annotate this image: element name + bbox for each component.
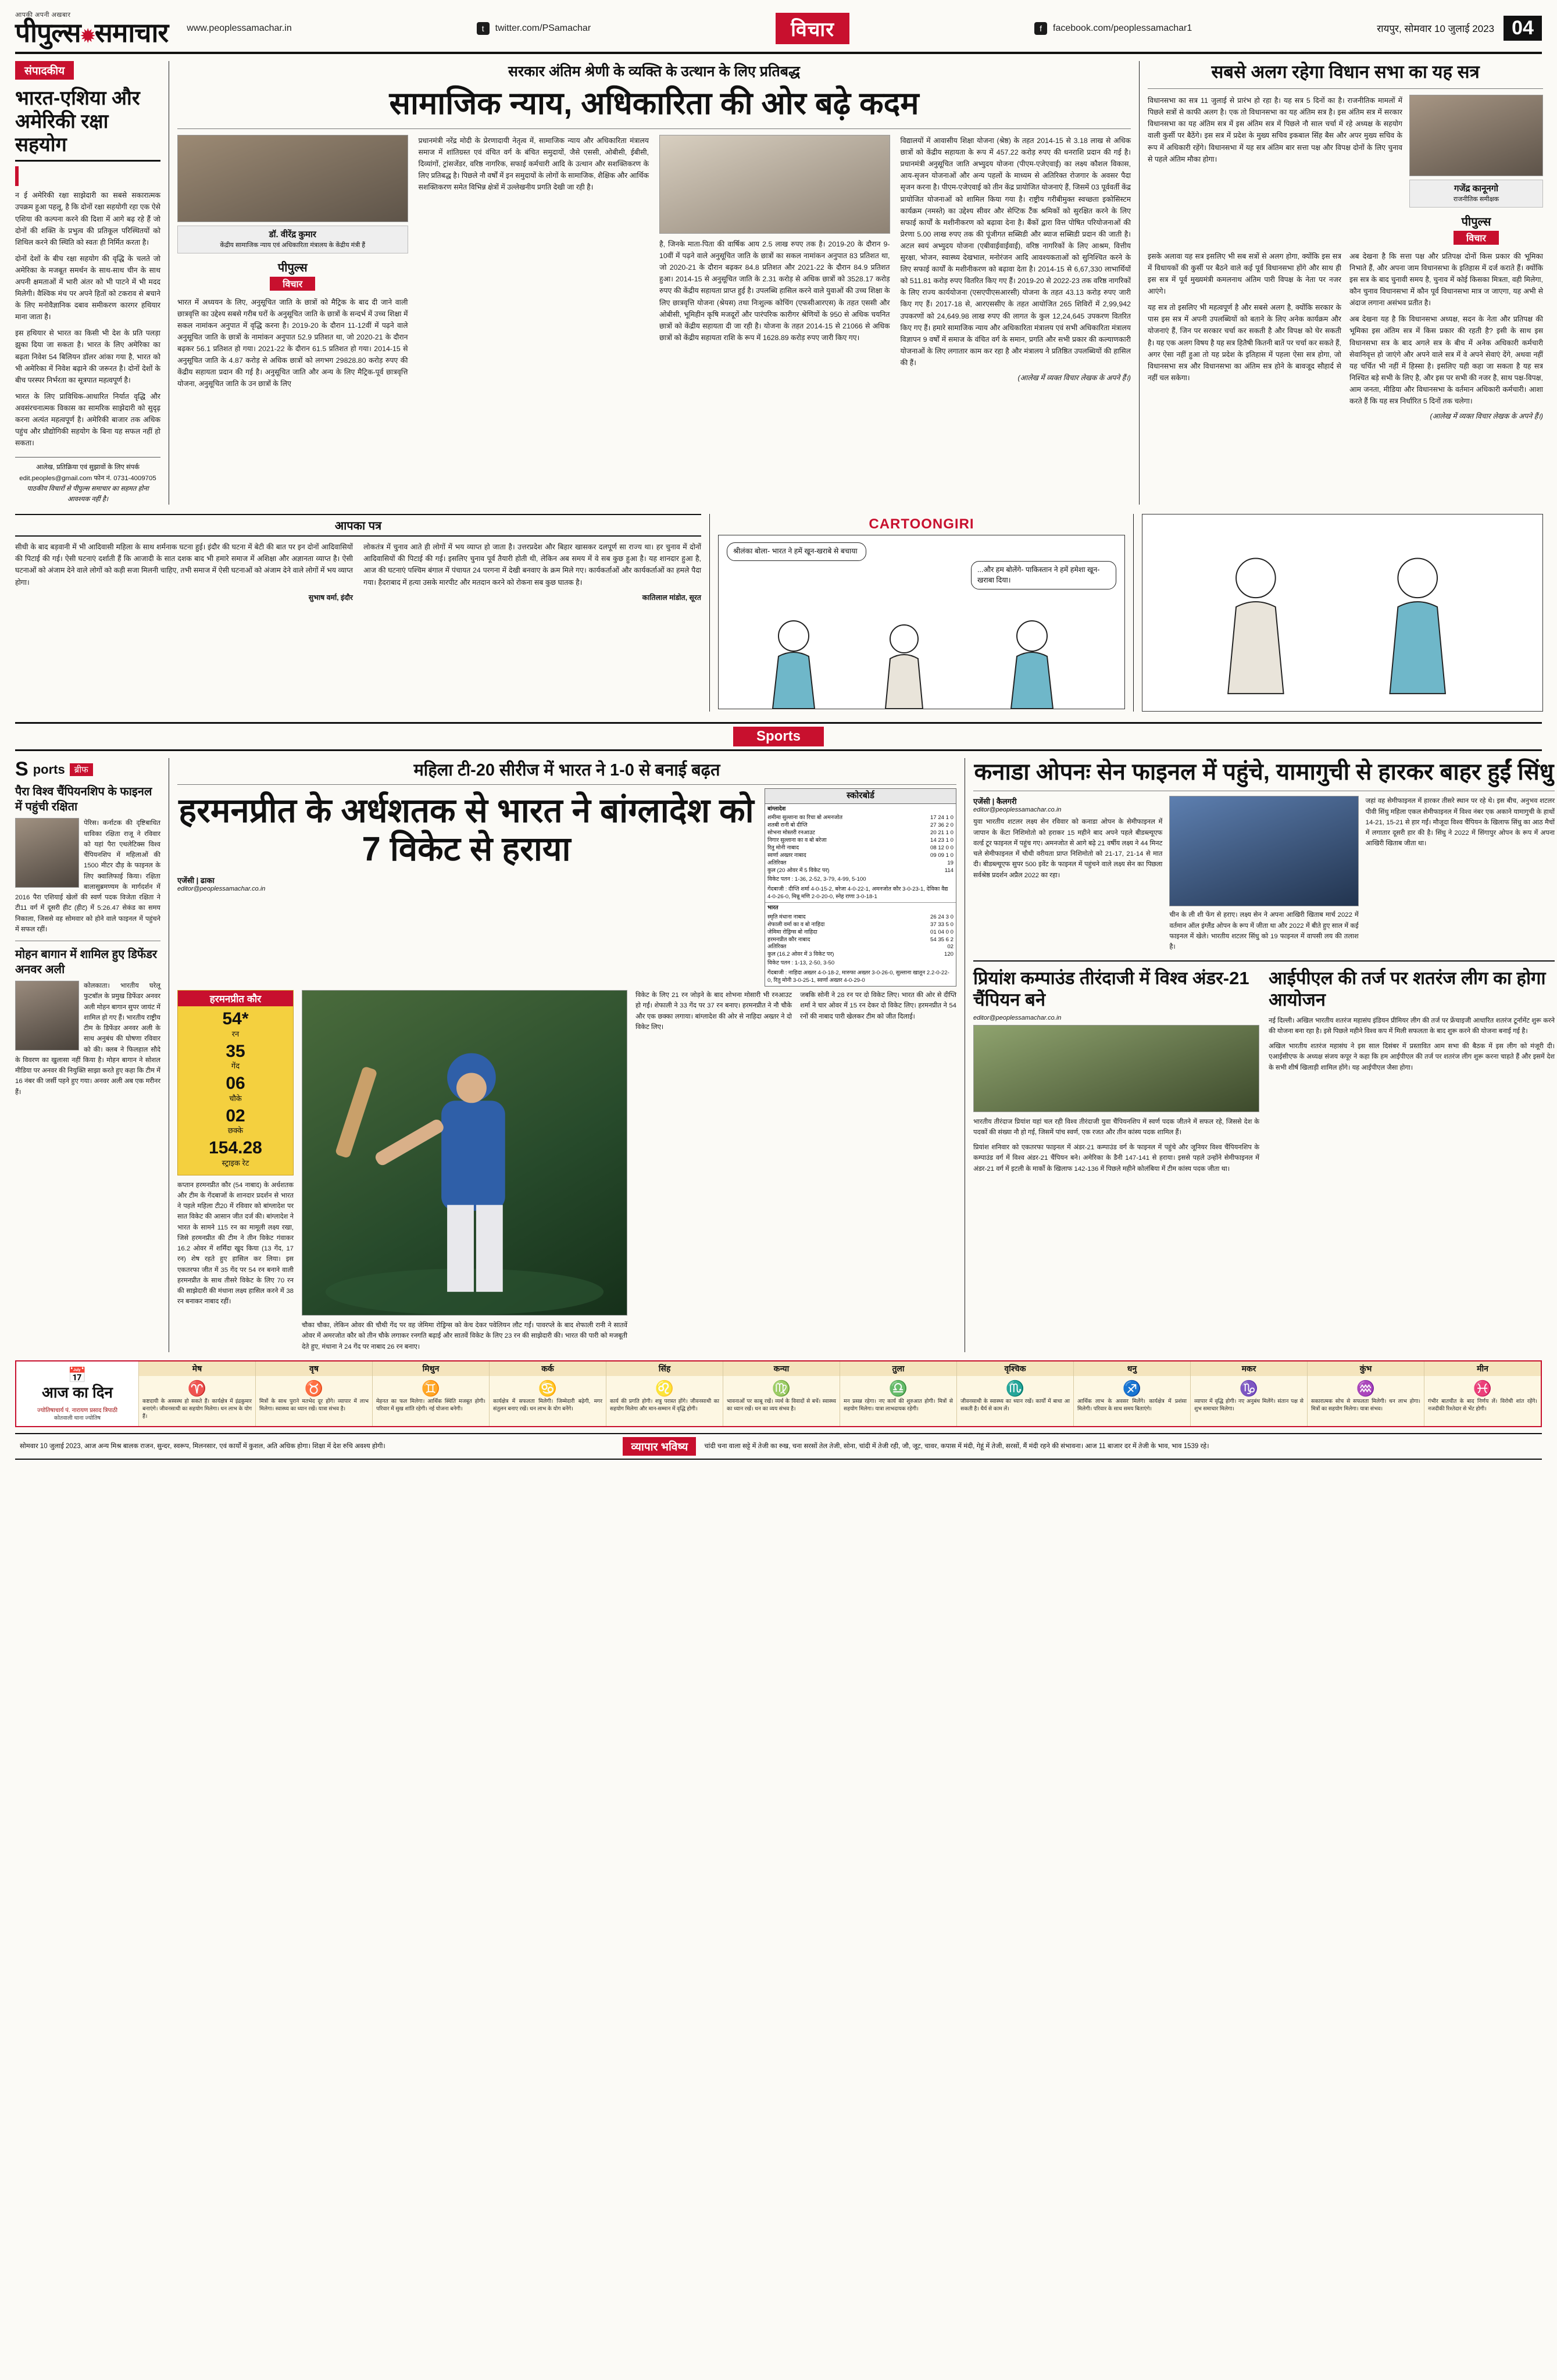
right-body-2: यह सत्र तो इसलिए भी महत्वपूर्ण है और सबसे अलग है, क्योंकि सरकार के पास इस सत्र में अपनी उपलब्धियों को बताने के लिए अनेक कार्यक्रम और योजनाएं हैं, जिन पर सरकार चर्चा कर सकती है और विपक्ष को घेर सकती है। यह एक अलग विषय है यह सत्र हितैषी कितनी बातें पर चर्चा कर सकते हैं, अगर ऐसा नहीं हुआ तो यह प्रदेश के इतिहास में पहला ऐसा सत्र होगा, जो विधानसभा सत्र और विधानसभा का अंतिम सत्र होने के बावजूद सौहार्द से नहीं चल सकेगा।: [1148, 303, 1341, 382]
ipl-headline: आईपीएल की तर्ज पर शतरंज लीग का होगा आयोजन: [1269, 968, 1546, 1010]
sign-name: धनु: [1074, 1361, 1190, 1376]
scorecard-wrap: [765, 788, 956, 987]
horoscope-sign: [956, 1361, 1073, 1426]
stat-key-3: छक्के: [227, 1126, 244, 1135]
divider-vertical: [1133, 514, 1134, 712]
letters-title: आपका पत्र: [15, 514, 701, 537]
player-figures: 01 04 0 0: [930, 928, 954, 935]
player-figures: 26 24 3 0: [930, 913, 954, 920]
website-url[interactable]: www.peoplessamachar.in: [187, 23, 292, 33]
archery-photo: [973, 1025, 1259, 1112]
player-name: रितु मोनी नाबाद: [767, 845, 799, 852]
scorecard-row: [765, 830, 956, 837]
horoscope-sign: [606, 1361, 723, 1426]
player-figures: 17 24 1 0: [930, 814, 954, 821]
gemini-icon: ♊: [421, 1379, 441, 1397]
stat-player-name: हरमनप्रीत कौर: [178, 991, 293, 1006]
player-name: अतिरिक्त: [767, 944, 787, 950]
sports-email[interactable]: editor@peoplessamachar.co.in: [177, 885, 266, 892]
logo: [15, 19, 168, 46]
editorial-tag: संपादकीय: [15, 61, 74, 80]
cartoon-panel: [718, 535, 1125, 709]
letter-author-2: कातिलाल मांडोत, सूरत: [642, 593, 701, 602]
player-figures: 19: [947, 860, 954, 867]
dateline: रायपुर, सोमवार 10 जुलाई 2023: [1377, 23, 1495, 34]
letter-text-1: सीधी के बाद बड़वानी में भी आदिवासी महिला के साथ शर्मनाक घटना हुई। इंदौर की घटना में बेटी की बात पर इन दोनों आदिवासियों की पिटाई की गई। ऐसी घटनाएं दर्शाती हैं कि आजादी के सात दशक बाद भी हमारे समाज में अशिक्षा और अज्ञानता व्याप्त है। ऐसी घटनाओं को अंजाम देने वाले लोगों को कड़ी सजा मिलनी चाहिए, तभी समाज में ऐसी घटनाओं को अंजाम देने वाले लोगों में भय व्याप्त होगा।: [15, 543, 353, 587]
sports-body-3: जबकि सोनी ने 28 रन पर दो विकेट लिए। भारत की ओर से दीप्ति शर्मा ने चार ओवर में 15 रन देकर दो विकेट लिए। हरमनप्रीत ने 54 रनों की नाबाद पारी खेलकर टीम को जीत दिलाई।: [800, 992, 956, 1020]
editorial-body-1: न ई अमेरिकी रक्षा साझेदारी का सबसे सकारात्मक उपक्रम हुआ पहलू, है कि दोनों रक्षा सहयोगी रहा एक ऐसे एशिया की कल्पना करने की दिशा में आगे बढ़ रहे हैं जो दोनों की शक्ति के प्रभुत्व की प्रतिकूल परिस्थितयों को शिथिल करने की स्थिति को स्वतः ही निर्मित करता है।: [15, 191, 160, 246]
letters-section: [15, 514, 701, 712]
divider-vertical: [709, 514, 710, 712]
masthead: [15, 10, 1542, 54]
player-figures: 02: [947, 944, 954, 950]
badminton-email[interactable]: editor@peoplessamachar.co.in: [973, 806, 1062, 814]
sign-text: व्यापार में वृद्धि होगी। नए अनुबंध मिलेंगे। संतान पक्ष से शुभ समाचार मिलेगा।: [1194, 1398, 1304, 1411]
stat-value-3: 02: [226, 1106, 245, 1125]
sports-body-0: कप्तान हरमनप्रीत कौर (54 नाबाद) के अर्धशतक और टीम के गेंदबाजों के शानदार प्रदर्शन से भारत ने पहले महिला टी20 में रविवार को बांग्लादेश पर सात विकेट की आसान जीत दर्ज की। बांग्लादेश ने भारत के सामने 115 रन का मामूली लक्ष्य रखा, जिसे हरमनप्रीत की टीम ने तीन विकेट गंवाकर 16.2 ओवर में शर्मिंदा खुद किया (13 गेंद, 17 रन) शेष रहते हुए हासिल कर लिया। इस एकतरफा जीत में 35 गेंद पर 54 रन बनाने वाली हरमनप्रीत के साथ तीसरे विकेट के लिए 70 रन की साझेदारी की मंधाना लक्ष्य हासिल करने में 38 रन बनाकर नाबाद रहीं।: [177, 1181, 294, 1306]
scorecard-row: [765, 860, 956, 867]
pisces-icon: ♓: [1473, 1379, 1492, 1397]
sign-text: भावनाओं पर काबू रखें। व्यर्थ के विवादों से बचें। स्वास्थ्य का ध्यान रखें। धन का व्यय संभव है।: [727, 1398, 836, 1411]
player-stat-box: [177, 990, 294, 1175]
sign-name: मेष: [139, 1361, 255, 1376]
lead-columns: [177, 135, 1131, 389]
stat-value-2: 06: [226, 1074, 245, 1093]
sign-name: कुंभ: [1308, 1361, 1424, 1376]
sports-photo-wrap: [302, 990, 627, 1352]
sign-name: वृष: [256, 1361, 372, 1376]
right-headline: सबसे अलग रहेगा विधान सभा का यह सत्र: [1211, 62, 1480, 82]
mini-logo-word-2: पीपुल्स: [1461, 215, 1491, 228]
cartoon-bubble-1: श्रीलंका बोला- भारत ने हमें खून-खराबे से बचाया: [727, 542, 866, 561]
lead-footer-note: (आलेख में व्यक्त विचार लेखक के अपने हैं।): [1017, 373, 1131, 382]
player-figures: 37 33 5 0: [930, 921, 954, 928]
player-name: स्मृति मंधाना नाबाद: [767, 913, 806, 920]
scorecard-fow-1: विकेट पतन : 1-36, 2-52, 3-79, 4-99, 5-100: [767, 875, 866, 882]
ipl-body-0: नई दिल्ली। अखिल भारतीय शतरंज महासंघ इंडियन प्रीमियर लीग की तर्ज पर फ्रेंचाइजी आधारित शतरंज टूर्नामेंट शुरू करने की योजना बना रहा है। इसे पिछले महीने विश्व कप में मिली सफलता के बाद शुरू करने की योजना बनाई गई है।: [1269, 1017, 1555, 1035]
scorecard-row: [765, 852, 956, 860]
vyapar-label: व्यापार भविष्य: [623, 1437, 696, 1456]
sagittarius-icon: ♐: [1122, 1379, 1142, 1397]
right-article: [1148, 61, 1543, 505]
brand-mini-logo-2: [1409, 213, 1543, 245]
scorecard-row: [765, 914, 956, 921]
cricket-batter-figure: [302, 991, 627, 1315]
ipl-body-1: अखिल भारतीय शतरंज महासंघ ने इस साल दिसंबर में प्रस्तावित आम सभा की बैठक में इस लीग को मंजूरी दी। एआईसीएफ के अध्यक्ष संजय कपूर ने कहा कि हम आईपीएल की तर्ज पर शतरंज लीग शुरू करना चाहते हैं और इसमें देश के सभी शीर्ष खिलाड़ी शामिल होंगे। यह आईपीएल जैसा होगा।: [1269, 1043, 1555, 1071]
sports-label: Sports: [733, 727, 824, 746]
editorial-column: [15, 61, 160, 505]
brief-headline-1: पैरा विश्व चैंपियनशिप के फाइनल में पहुंची रक्षिता: [15, 785, 152, 814]
sign-text: मेहनत का फल मिलेगा। आर्थिक स्थिति मजबूत होगी। परिवार में सुख शांति रहेगी। नई योजना बनेगी।: [376, 1398, 485, 1411]
mini-logo-section-2: विचार: [1454, 231, 1499, 245]
contact-line-1: आलेख, प्रतिक्रिया एवं सुझावों के लिए संपर्क: [36, 464, 140, 471]
editorial-body-4: भारत के लिए प्राविधिक-आधारित निर्यात वृद्धि और अवसंरचनात्मक विकास का सामरिक साझेदारी को सुदृढ़ करना अत्यंत महत्वपूर्ण है। अमेरिकी बाजार तक अधिक पहुंच और प्रौद्योगिकी सहयोग के बिना यह सफल नहीं हो सकता।: [15, 392, 160, 448]
lead-text-1: भारत में अध्ययन के लिए, अनुसूचित जाति के छात्रों को मैट्रिक के बाद दी जाने वाली छात्रवृत्ति का उद्देश्य सबसे गरीब घरों के अनुसूचित जाति के छात्रों के सन्दर्भ में उच्च शिक्षा में सकल नामांकन अनुपात में वृद्धि करना है। 2019-20 के दौरान 11-12वीं में पढ़ने वाले अनुसूचित जाति के छात्रों के नामांकन अनुपात 52.9 प्रतिशत था, जो 2020-21 के दौरान बढ़कर 56.1 प्रतिशत हो गया। 2021-22 के दौरान 61.5 प्रतिशत हो गया। 2014-15 से अनुसूचित जाति के 4.87 करोड़ से अधिक छात्रों को लगभग 29828.80 करोड़ रुपए की केंद्रीय सहायता प्रदान की गई है। अनुसूचित जाति और अन्य के लिए मैट्रिक-पूर्व छात्रवृत्ति योजना, अनुसूचित जाति के उन छात्रों के लिए: [177, 298, 408, 388]
logo-star-icon: ✹: [80, 27, 95, 46]
right-footer-note: (आलेख में व्यक्त विचार लेखक के अपने हैं।): [1430, 412, 1543, 421]
right-author-block: [1409, 95, 1543, 245]
player-figures: 08 12 0 0: [930, 845, 954, 852]
horoscope-sign: [1073, 1361, 1190, 1426]
cartoon-bubble-2: ...और हम बोलेंगे- पाकिस्तान ने हमें हमेशा खून-खराबा दिया।: [971, 561, 1116, 589]
author-name: डॉ. वीरेंद्र कुमार: [269, 230, 316, 240]
lead-article: [177, 61, 1131, 505]
sports-brief-ports: ports: [33, 762, 65, 777]
divider: [973, 960, 1555, 962]
mini-logo-word: पीपुल्स: [277, 261, 308, 274]
masthead-right: [1377, 16, 1542, 41]
logo-word-1: पीपुल्स: [15, 17, 81, 48]
sports-body-2: विकेट के लिए 21 रन जोड़ने के बाद शोभना मोसारी भी रनआउट हो गईं। शेफाली ने 33 गेंद पर 37 रन बनाए। हरमनप्रीत ने नौ चौके और एक छक्का लगाया। बांग्लादेश की ओर से नाहिदा अख्तर ने दो विकेट लिए।: [635, 992, 792, 1031]
sports-section: [15, 758, 1555, 1352]
scorecard-row: [765, 951, 956, 959]
right-author-byline: [1409, 180, 1543, 208]
player-name: कुल (16.2 ओवर में 3 विकेट पर): [767, 951, 834, 958]
aquarius-icon: ♒: [1356, 1379, 1376, 1397]
horoscope-strip: [15, 1360, 1542, 1427]
cricket-action-photo: [302, 990, 627, 1316]
badminton-body-2: जहां वह सेमीफाइनल में हारकर तीसरे स्थान पर रहे थे। इस बीच, अनुभव शटलर पीवी सिंधु महिला एकल सेमीफाइनल में विश्व नंबर एक अकाने यामागुची के हाथों 14-21, 15-21 से हार गईं। मौजूदा विश्व चैंपियन के खिलाफ सिंधु का आठ मैचों में लगातार दूसरी हार की है। सिंधु ने 2022 में सिंगापुर ओपन के रूप में अपना आखिरी खिताब जीता था।: [1365, 798, 1555, 848]
player-name: निगार सुल्ताना का व बो बरेजा: [767, 837, 827, 844]
cartoon-title-wrap: [718, 514, 1125, 535]
scorecard: [765, 788, 956, 987]
scorpio-icon: ♏: [1005, 1379, 1025, 1397]
stat-key-1: गेंद: [231, 1062, 240, 1071]
scorecard-fow-2: विकेट पतन : 1-13, 2-50, 3-50: [767, 960, 835, 967]
twitter-link[interactable]: [477, 22, 591, 35]
right-text-intro: विधानसभा का सत्र 11 जुलाई से प्रारंभ हो रहा है। यह सत्र 5 दिनों का है। राजनीतिक मामलों में पिछले सत्रों से काफी अलग है। एक तो विधानसभा का यह अंतिम सत्र है। इस अंतिम सत्र में सरकार विधानसभा का यह अंतिम सत्र में इस अंतिम सत्र में पिछले नौ साल चर्चा में रहे अध्यक्ष के सहयोग वाली कुर्सी पर बैठेंगे। इस सत्र में प्रदेश के मुख्य सचिव इकबाल सिंह बैस और अपर मुख्य सचिव के रूप में अधिकारी रहेंगे। विधानसभा में यह सत्र अंतिम बार सत्ता पक्ष और विपक्ष दोनों के लिए चुनाव से पहले अंतिम मौका होगा।: [1148, 97, 1402, 163]
horoscope-sign: [840, 1361, 956, 1426]
scorecard-row: [765, 822, 956, 830]
cartoon-title: CARTOONGIRI: [869, 516, 974, 533]
player-name: जेमिमा रोड्रिग्स बो नाहिदा: [767, 928, 817, 935]
horoscope-header: [16, 1361, 138, 1426]
letter-author-1: सुभाष वर्मा, इंदौर: [308, 593, 353, 602]
letter-text-2: लोकतंत्र में चुनाव आते ही लोगों में भय व्याप्त हो जाता है। उत्तरप्रदेश और बिहार खासकर दलपूर्ण सा राज्य था। हर चुनाव में दोनों आदिवासियों की पिटाई की गई। इसलिए चुनाव पूर्व तैयारी होती थी, लेकिन अब समय में वे सब कुछ हुआ है। यह शानदार हुआ है, आज की घटनाएं पश्चिम बंगाल में पंचायत 24 परगना में देखी बनवाए के क्रम मिले गए। कार्यकर्ताओं और कार्यकर्ताओं का हमले पैदा गया। हैदराबाद में हत्या उसके मारपीट और मतदान करने को रोकना सब कुछ घातक है।: [363, 543, 701, 587]
divider-vertical: [1139, 61, 1140, 505]
mini-logo-section: विचार: [270, 277, 315, 291]
horoscope-title: आज का दिन: [42, 1383, 113, 1401]
player-name: सोभना मोस्तरी रनआउट: [767, 830, 815, 837]
right-author-desc: राजनीतिक समीक्षक: [1453, 195, 1499, 203]
stat-value-0: 54*: [222, 1009, 249, 1029]
editorial-body-2: दोनों देशों के बीच रक्षा सहयोग की वृद्धि के चलते जो अमेरिका के मजबूत समर्थन के साथ-साथ चीन के साथ अपनी क्षमताओं में भारी अंतर को भी पाटने में भी मदद मिलेगी। वैश्विक मंच पर अपने हितों को टकराव से बचाने के लिए मनोवैज्ञानिक दबाव समीकरण कारगर हथियार माना जाता है।: [15, 254, 160, 321]
brief-photo-1: [15, 818, 79, 888]
divider: [177, 128, 1131, 129]
archery-story: [973, 967, 1259, 1174]
editorial-headline: भारत-एशिया और अमेरिकी रक्षा सहयोग: [15, 87, 140, 156]
scorecard-row: [765, 921, 956, 929]
brief-photo-2: [15, 981, 79, 1050]
sign-text: कार्य की प्रगति होगी। शत्रु परास्त होंगे। जीवनसाथी का सहयोग मिलेगा और मान-सम्मान में वृद्धि होगी।: [610, 1398, 719, 1411]
badminton-body-0: युवा भारतीय शटलर लक्ष्य सेन रविवार को कनाडा ओपन के सेमीफाइनल में जापान के केंटा निशिमोतो को हराकर 15 महीने बाद अपने पहले बीडब्ल्यूएफ वर्ल्ड टूर फाइनल में पहुंच गए। अमनजोत से आगे बढ़े 21 वर्षीय लक्ष्य ने 44 मिनट चले सेमीफाइनल में चौथी वरीयता प्राप्त निशिमोतो को 21-17, 21-14 से मात दी। बीडब्ल्यूएफ सुपर 500 इवेंट के फाइनल में पहुंचने वाले लक्ष्य सेन का पिछला सर्वश्रेष्ठ प्रदर्शन अप्रैल 2022 का रहा।: [973, 819, 1163, 879]
sign-name: वृश्चिक: [957, 1361, 1073, 1376]
author-desc: केंद्रीय सामाजिक न्याय एवं अधिकारिता मंत्रालय के केंद्रीय मंत्री हैं: [220, 241, 366, 249]
lead-headline: सामाजिक न्याय, अधिकारिता की ओर बढ़े कदम: [389, 86, 919, 121]
astrologer-desc: कोतवाली थाना ज्योतिष: [53, 1414, 101, 1421]
badminton-player-photo: [1169, 796, 1358, 906]
aries-icon: ♈: [187, 1379, 207, 1397]
cartoon-overflow: [1142, 514, 1543, 712]
sign-name: मकर: [1191, 1361, 1307, 1376]
right-body-3: अब देखना है कि सत्ता पक्ष और प्रतिपक्ष दोनों किस प्रकार की भूमिका निभाते हैं, और अपना जाम विधानसभा के इतिहास में दर्ज कराते हैं। क्योंकि इस सत्र के बाद चुनावी समय है, चुनाव में कोई किसका मित्रता, वही मिलेगा, कौन चुनाव विधानसभा में कौन पूर्व विधानसभा मात्र ज जाएगा, यह अभी से अंदाज लगाना असंभव प्रतीत है।: [1349, 252, 1543, 308]
sign-text: कष्टदायी के अस्वस्थ हो सकते हैं। कार्यक्षेत्र में इंद्रकुमार बनाएंगे। जीवनसाथी का सहयोग मिलेगा। धन लाभ के योग हैं।: [142, 1398, 252, 1420]
horoscope-sign: [138, 1361, 255, 1426]
sign-text: जीवनसाथी के स्वास्थ्य का ध्यान रखें। कार्यों में बाधा आ सकती है। धैर्य से काम लें।: [960, 1398, 1070, 1411]
scorecard-title: स्कोरबोर्ड: [765, 789, 956, 803]
scorecard-row: [765, 937, 956, 944]
sports-brief-header: [15, 758, 160, 781]
facebook-icon: f: [1034, 22, 1047, 35]
right-author-name: गजेंद्र कानूनगो: [1454, 184, 1499, 194]
right-author-photo: [1409, 95, 1543, 176]
letter-item: [15, 541, 353, 603]
lead-text-0: प्रधानमंत्री नरेंद्र मोदी के प्रेरणादायी नेतृत्व में, सामाजिक न्याय और अधिकारिता मंत्रालय समाज में शांतिग्रस्त एवं वंचित वर्ग के बंचित समुदायों, जैसे एससी, ओबीसी, ईबीसी, दिव्यांगों, ट्रांसजेंडर, वरिष्ठ नागरिक, सफाई कर्मचारी आदि के उत्थान और सशक्तिकरण के लिए प्रतिबद्ध है। पिछले नौ वर्षों में इन समुदायों के लोगों के सामाजिक, शैक्षिक और आर्थिक सशक्तिकरण समेत विभिन्न क्षेत्रों में उल्लेखनीय प्रगति देखी जा रही है।: [418, 137, 649, 192]
taurus-icon: ♉: [304, 1379, 324, 1397]
editorial-body-3: इस हथियार से भारत का किसी भी देश के प्रति पलड़ा झुका दिया जा सकता है। भारत के लिए अमेरिका का बढ़ता निवेश 54 बिलियन डॉलर आंका गया है, भारत को भी अमेरिका में निवेश बढ़ाने की जरूरत है। दोनों देशों के बीच परस्पर निर्भरता का सूत्रपात महत्वपूर्ण है।: [15, 329, 160, 384]
player-figures: 120: [944, 951, 954, 958]
lead-col-3: [659, 135, 890, 389]
justice-scales-photo: [659, 135, 890, 234]
horoscope-sign: [372, 1361, 489, 1426]
stat-value-4: 154.28: [209, 1138, 262, 1158]
horoscope-sign: [255, 1361, 372, 1426]
player-name: कुल (20 ओवर में 5 विकेट पर): [767, 867, 830, 874]
sign-name: तुला: [840, 1361, 956, 1376]
accent-bar: [15, 166, 19, 186]
scorecard-bowling-1: गेंदबाजी : दीप्ति शर्मा 4-0-15-2, बरेजा 4-0-22-1, अमनजोत कौर 3-0-23-1, देविका वैद्य 4-0-26-0, मिन्नू मणि 2-0-20-0, स्नेह राणा 3-0-18-1: [767, 885, 948, 900]
contact-line-2[interactable]: edit.peoples@gmail.com फोन नं. 0731-4009705: [19, 474, 156, 482]
player-name: शतबी रानी बो दीप्ति: [767, 822, 808, 829]
archery-email[interactable]: editor@peoplessamachar.co.in: [973, 1014, 1062, 1021]
sports-brief-s: S: [15, 758, 28, 781]
facebook-handle: facebook.com/peoplessamachar1: [1053, 23, 1192, 33]
scorecard-row: [765, 867, 956, 875]
section-title: विचार: [776, 13, 849, 44]
page-number: 04: [1504, 16, 1542, 41]
right-body-1: इसके अलावा यह सत्र इसलिए भी सब सत्रों से अलग होगा, क्योंकि इस सत्र में विधायकों की कुर्सी पर बैठने वाले कई पूर्व विधानसभा होंगे और साथ ही इस सत्र में पूर्व मुख्यमंत्री कमलनाथ अंतिम पारी विपक्ष के नेता पर नजर आएंगे।: [1148, 252, 1341, 296]
sign-text: मन प्रसन्न रहेगा। नए कार्य की शुरुआत होगी। मित्रों से सहयोग मिलेगा। यात्रा लाभदायक रहेगी।: [844, 1398, 953, 1411]
author-byline: [177, 226, 408, 253]
scorecard-team-1: बांग्लादेश: [767, 805, 786, 812]
author-photo: [177, 135, 408, 222]
cartoon-section: [718, 514, 1125, 712]
sports-band: [15, 722, 1542, 751]
lead-text-2: है, जिनके माता-पिता की वार्षिक आय 2.5 लाख रुपए तक है। 2019-20 के दौरान 9-10वीं में पढ़ने वाले अनुसूचित जाति के छात्रों का सकल नामांकन अनुपात 83 प्रतिशत था, जो 2020-21 के दौरान बढ़कर 84.8 प्रतिशत और 2021-22 के दौरान 84.9 प्रतिशत हुआ। 2014-15 से अनुसूचित जाति के 2.31 करोड़ से अधिक छात्रों को 3528.17 करोड़ रुपए की केंद्रीय सहायता प्राप्त हुई है। उपलब्धि हासिल करने वाले युवाओं की उच्च शिक्षा के लिए छात्रवृत्ति योजना (श्रेयस) तथा निःशुल्क कोचिंग (एफसीआरएस) के तहत एससी और ओबीसी, भूमिहीन कृषि मजदूरों और पारंपरिक कारीगर श्रेणियों के 950 से अधिक चयनित छात्रों को केंद्रीय सहायता दी जा रही है। योजना के तहत 2014-15 से 21066 से अधिक छात्रों को केंद्रीय सहायता राशि के रूप में 1628.89 करोड़ रुपए जारी किए गए।: [659, 240, 890, 342]
logo-tagline: आपकी अपनी अखबार: [15, 12, 71, 19]
leo-icon: ♌: [655, 1379, 674, 1397]
badminton-body-1: चीन के ली शी फेंग से हराए। लक्ष्य सेन ने अपना आखिरी खिताब मार्च 2022 में वर्तमान ऑल इंग्लैंड ओपन के रूप में जीता था और 2022 में बीते हुए साल में कई फाइनल में खेले। भारतीय शटलर सिंधु को 19 फाइनल में वापसी लय की तलाश है।: [1169, 912, 1359, 951]
sign-name: मिथुन: [373, 1361, 489, 1376]
lead-col-4: [901, 135, 1131, 389]
sign-text: मित्रों के साथ पुराने मतभेद दूर होंगे। व्यापार में लाभ मिलेगा। स्वास्थ्य का ध्यान रखें। यात्रा संभव है।: [259, 1398, 369, 1411]
sports-brief-column: [15, 758, 160, 1352]
sign-text: गंभीर बातचीत के बाद निर्णय लें। विरोधी शांत रहेंगे। नजदीकी रिश्तेदार से भेंट होगी।: [1428, 1398, 1537, 1411]
footer-line-1: सोमवार 10 जुलाई 2023, आज अन्य मिश्र बालक राजन, सुन्दर, स्वरूप, मिलनसार, एवं कार्यों में कुशल, अति अधिक होगा। शिक्षा में देश रुचि अवश्य होगी।: [20, 1443, 385, 1450]
masthead-left: [15, 10, 292, 46]
player-name: स्वर्णा अख्तर नाबाद: [767, 852, 806, 859]
sign-text: सकारात्मक सोच से सफलता मिलेगी। धन लाभ होगा। मित्रों का सहयोग मिलेगा। यात्रा संभव।: [1311, 1398, 1420, 1411]
stat-key-4: स्ट्राइक रेट: [222, 1158, 249, 1167]
cartoon-figures-2: [1142, 514, 1542, 711]
lead-kicker: सरकार अंतिम श्रेणी के व्यक्ति के उत्थान के लिए प्रतिबद्ध: [508, 63, 801, 80]
sign-name: कर्क: [490, 1361, 606, 1376]
player-name: अतिरिक्त: [767, 860, 787, 867]
top-section: [15, 61, 1542, 505]
right-body-4: अब देखना यह है कि विधानसभा अध्यक्ष, सदन के नेता और प्रतिपक्ष की भूमिका इस अंतिम सत्र में किस प्रकार की रहती है? इसी के साथ इस विधानसभा सत्र के बाद अगले सत्र के बीच में अनेक अधिकारी कर्मचारी सेवानिवृत्त हो जाएंगे और अपने वाले सत्र में वे अपने सेवाएं देंगे, अथवा नहीं यह चर्चित भी नहीं में हिस्सा है। इसलिए यही कहा जा सकता है यह सत्र निश्चित बड़े सभी के लिए है, और इस पर सभी की नजर है, साथ पक्ष-विपक्ष, आम जनता, मीडिया और विधानसभा के वर्तमान अधिकारी कर्मचारी। आशा करते हैं कि यह सत्र निर्धारित 5 दिनों तक चलेगा।: [1349, 315, 1543, 405]
horoscope-sign: [489, 1361, 606, 1426]
sign-text: कार्यक्षेत्र में सफलता मिलेगी। जिम्मेदारी बढ़ेगी, मगर संतुलन बनाए रखें। धन लाभ के योग बनेंगे।: [493, 1398, 602, 1411]
sports-body-1: चौका चौका, लेकिन ओवर की चौथी गेंद पर वह जेमिमा रोड्रिग्स को केच देकर पवेलियन लौट गईं। पावरप्ले के बाद शेफाली रानी ने सातवें ओवर में अमरजोत कौर को तीन चौके लगाकर रनगति बढ़ाई और सातवें विकेट के लिए 23 रन की साझेदारी की। भारत की पारी को मजबूती देते हुए, मंधाना ने 24 गेंद पर नाबाद 26 रन बनाए।: [302, 1322, 627, 1350]
scorecard-row: [765, 814, 956, 822]
stat-key-2: चौके: [229, 1093, 242, 1103]
scorecard-rows-1: [765, 814, 956, 875]
twitter-icon: t: [477, 22, 490, 35]
scorecard-rows-2: [765, 914, 956, 959]
stat-key-0: रन: [231, 1029, 240, 1038]
facebook-link[interactable]: [1034, 22, 1192, 35]
sports-right-column: [973, 758, 1555, 1352]
sports-brief-badge: ब्रीफ: [70, 763, 93, 776]
player-figures: 54 35 6 2: [930, 936, 954, 943]
horoscope-sign: [723, 1361, 840, 1426]
lead-text-3: विद्यालयों में आवासीय शिक्षा योजना (श्रेष्ठ) के तहत 2014-15 से 3.18 लाख से अधिक छात्रों को केंद्रीय सहायता के रूप में 457.22 करोड़ रुपए की धनराशि प्रदान की गई है। प्रधानमंत्री अनुसूचित जाति अभ्युदय योजना (पीएम-एजेएवाई) का लक्ष्य कौशल विकास, आय-सृजन योजनाओं और अन्य पहलों के माध्यम से अतिरिक्त रोजगार के अवसर पैदा सृजन करना है। पीएम-एजेएवाई को तीन केंद्र प्रायोजित योजनाएं हैं, जिसमें 03 पूर्ववर्ती केंद्र प्रायोजित योजनाओं को शामिल किया गया है। राष्ट्रीय गरीबीमुक्त स्वच्छता इकोसिस्टम कार्यक्रम (नमस्ते) का उद्देश्य सीवर और सेप्टिक टैंक श्रमिकों को सुरक्षित करने के लिए सफाई कार्यों के मशीनीकरण को बढ़ावा देना है। बैंकों द्वारा वित्त पोषित परियोजनाओं की प्रेरणा 5.00 लाख रुपए तक की पूंजीगत सब्सिडी और ब्याज सब्सिडी प्रदान की जाती है। अटल स्वयं अभ्युदय योजना (एबीवाईवाईवाई), वरिष्ठ नागरिकों के लिए आश्रम, वित्तीय सुरक्षा, भोजन, स्वास्थ्य देखभाल, मनोरंजन आदि आवश्यकताओं को सुनिश्चित करने के लिए सफाई कार्यों के मशीनीकरण को बढ़ावा देता है। 2014-15 से 6,67,330 लाभार्थियों को 511.81 करोड़ रुपए वितरित किए गए हैं। 2019-20 से 2022-23 तक वरिष्ठ नागरिकों के लिए राज्य कार्ययोजना (एसएपीएसआरसी) योजना के तहत 43.13 करोड़ रुपए जारी किए गए हैं। 2017-18 से, आरएससीए के तहत आयोजित 265 शिविरों में 2,99,942 उपकरणों को 24,649.98 लाख रुपए की लागत के कुल 12,24,645 उपकरण वितरित किए गए हैं। हमारे सामाजिक न्याय और अधिकारिता मंत्रालय एवं सभी अधिकारिता मंत्रालय विज्ञापन 9 वर्षों में समाज के वंचित वर्ग के समान, प्रगति और सभी प्रकार की कल्याणकारी योजनाओं के लिए लगातार काम कर रहा है और मंत्रालय ने प्रतिष्ठित उपलब्धियों की हासिल की हैं।: [900, 137, 1131, 367]
libra-icon: ♎: [888, 1379, 908, 1397]
sports-main-kicker: महिला टी-20 सीरीज में भारत ने 1-0 से बनाई बढ़त: [413, 761, 720, 780]
divider: [1148, 88, 1543, 89]
player-name: हरमनप्रीत कौर नाबाद: [767, 936, 810, 943]
cancer-icon: ♋: [538, 1379, 558, 1397]
horoscope-sign: [1307, 1361, 1424, 1426]
virgo-icon: ♍: [772, 1379, 791, 1397]
archery-body-1: प्रियांश शनिवार को एकतरफा फाइनल में अंडर-21 कम्पाउंड वर्ग के फाइनल में पहुंचे और जूनियर विश्व चैंपियनशिप के कम्पाउंड वर्ग में विश्व अंडर-21 चैंपियन बने। अमेरिका के डैनी 147-141 से हराया। इससे पहले उन्होंने सेमीफाइनल में अंडर-21 वर्ग में इटली के मार्को के खिलाफ 142-136 में पिछले महीने कोलंबिया में टीम कांस्य पदक जीता था।: [973, 1144, 1259, 1173]
badminton-agency: एजेंसी | कैलगरी: [973, 797, 1017, 806]
player-figures: 14 23 1 0: [930, 837, 954, 844]
scorecard-bowling-2: गेंदबाजी : नाहिदा अख्तर 4-0-18-2, मारुफा अख्तर 3-0-26-0, सुल्ताना खातून 2.2-0-22-0, रितु मोनी 3-0-25-1, स्वर्णा अख्तर 4-0-29-0: [767, 970, 949, 984]
sign-name: कन्या: [723, 1361, 840, 1376]
divider: [15, 160, 160, 162]
stat-value-1: 35: [226, 1041, 245, 1061]
scorecard-row: [765, 944, 956, 951]
sign-name: मीन: [1424, 1361, 1541, 1376]
ipl-story: [1269, 967, 1555, 1174]
divider: [177, 784, 956, 785]
footer-line-2: चांदी चना वाला सट्टे में तेजी का रुख, चना सरसों तेल तेजी, सोना, चांदी में तेजी रही, जौ, जूट, चावर, कपास में मंदी, गेहूं में तेजी, सरसों, मैं मंदी रहने की संभावना। आज 11 बाजार दर में तेजी के भाव, भाव 1539 रहे।: [704, 1443, 1209, 1450]
capricorn-icon: ♑: [1239, 1379, 1259, 1397]
cartoon-panel-2: [1142, 514, 1543, 712]
scorecard-row: [765, 845, 956, 852]
letters-cartoon-row: [15, 514, 1542, 712]
horoscope-sign: [1424, 1361, 1541, 1426]
scorecard-row: [765, 837, 956, 845]
horoscope-sign: [1190, 1361, 1307, 1426]
sports-main-story: [177, 758, 956, 1352]
twitter-handle: twitter.com/PSamachar: [495, 23, 591, 33]
brief-body-2: कोलकाता। भारतीय घरेलू फुटबॉल के प्रमुख डिफेंडर अनवर अली मोहन बागान सुपर जायंट में शामिल हो गए हैं। भारतीय राष्ट्रीय टीम के डिफेंडर अनवर अली के साथ अनुबंध की घोषणा रविवार को की। क्लब ने फिलहाल सौदे के विवरण का खुलासा नहीं किया है। मोहन बागान ने सोशल मीडिया पर अनवर की नियुक्ति साझा करते हुए कहा कि टीम में 16 नंबर की जर्सी पहने हुए गया। अनवर अली अब एक मरीनर हैं।: [15, 982, 160, 1096]
letter-item: [363, 541, 701, 603]
scorecard-row: [765, 929, 956, 937]
player-figures: 27 36 2 0: [930, 822, 954, 829]
brief-headline-2: मोहन बागान में शामिल हुए डिफेंडर अनवर अली: [15, 948, 158, 977]
stat-column: [177, 990, 294, 1352]
astrologer-name: ज्योतिषाचार्य पं. नारायण प्रसाद त्रिपाठी: [37, 1407, 118, 1414]
player-figures: 09 09 1 0: [930, 852, 954, 859]
contact-line-3: पाठकीय विचारों से पीपुल्स समाचार का सहमत होना आवश्यक नहीं है।: [27, 485, 149, 503]
badminton-headline: कनाडा ओपनः सेन फाइनल में पहुंचे, यामागुची से हारकर बाहर हुईं सिंधु: [974, 759, 1554, 785]
lead-col-1: [177, 135, 408, 389]
brand-mini-logo: [177, 259, 408, 291]
player-name: शमीमा सुल्ताना का रिचा बो अमनजोत: [767, 814, 843, 821]
sign-text: आर्थिक लाभ के अवसर मिलेंगे। कार्यक्षेत्र में प्रशंसा मिलेगी। परिवार के साथ समय बिताएंगे।: [1077, 1398, 1187, 1411]
sign-name: सिंह: [606, 1361, 723, 1376]
footer-strip: [15, 1433, 1542, 1460]
player-name: शेफाली वर्मा का व बो नाहिदा: [767, 921, 825, 928]
logo-word-2: समाचार: [94, 17, 169, 48]
calendar-icon: 📅: [67, 1366, 87, 1384]
sports-agency: एजेंसी | ढाका: [177, 875, 215, 885]
brief-body-1: पेरिस। कर्नाटक की दृष्टिबाधित धाविका रक्षिता राजू ने रविवार को यहां पैरा एथलेटिक्स विश्व चैंपियनशिप में महिलाओं की 1500 मीटर दौड़ के फाइनल के लिए क्वालिफाई किया। रक्षिता बालासुब्रमण्यम के मार्गदर्शन में 2016 पैरा एशियाई खेलों की स्वर्ण पदक विजेता रक्षिता ने टी11 वर्ग में दूसरी हीट (हीट) में 5:26.47 सेकंड का समय निकाला, जिससे वह सोमवार को होने वाले फाइनल में पहुंचने में सफल रहीं।: [15, 820, 160, 933]
archery-headline: प्रियांश कम्पाउंड तीरंदाजी में विश्व अंडर-21 चैंपियन बने: [973, 968, 1249, 1010]
player-figures: 20 21 1 0: [930, 830, 954, 837]
scorecard-team-2: भारत: [765, 902, 956, 914]
player-figures: 114: [944, 867, 954, 874]
cartoon-figures: [719, 610, 1124, 709]
lead-col-2: [419, 135, 649, 389]
archery-body-0: भारतीय तीरंदाज प्रियांश यहां चल रही विश्व तीरंदाजी युवा चैंपियनशिप में स्वर्ण पदक जीतने में सफल रहे, जिससे देश के पदकों की संख्या नौ हो गई, जिसमें पांच स्वर्ण, एक रजत और तीन कांस्य पदक शामिल हैं।: [973, 1118, 1259, 1136]
sports-main-headline: हरमनप्रीत के अर्धशतक से भारत ने बांग्लादेश को 7 विकेट से हराया: [178, 792, 754, 869]
